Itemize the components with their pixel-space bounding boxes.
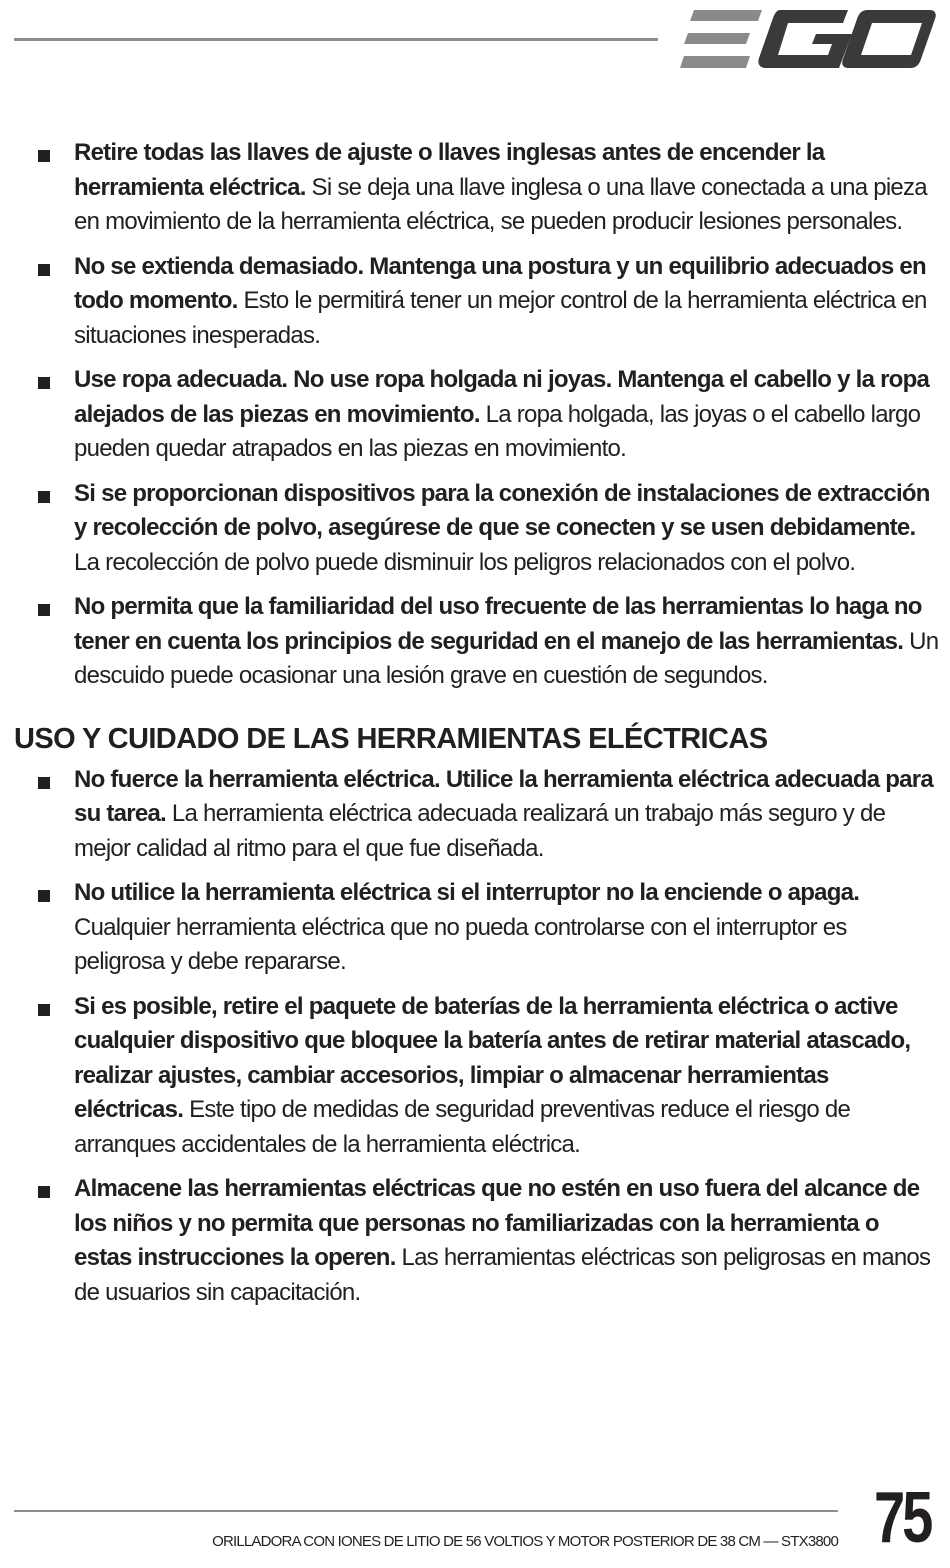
page-number: 75 bbox=[874, 1478, 931, 1558]
list-item bbox=[0, 136, 950, 240]
square-bullet-icon bbox=[38, 604, 50, 616]
item-body: La recolección de polvo puede disminuir los peligros relacionados con el polvo. bbox=[74, 548, 856, 576]
item-lead: Almacene las herramientas eléctricas que no estén en uso fuera del alcance de los niños y no permita que personas no familiarizadas con la herramienta o estas instrucciones la operen. bbox=[74, 1175, 920, 1271]
logo-letter-g bbox=[758, 10, 852, 68]
safety-list-tool-use bbox=[0, 763, 950, 1311]
list-item bbox=[0, 1172, 950, 1310]
item-lead: Retire todas las llaves de ajuste o llaves inglesas antes de encender la herramienta eléctrica. bbox=[74, 139, 825, 201]
list-item bbox=[0, 763, 950, 867]
list-item bbox=[0, 590, 950, 694]
item-lead: Use ropa adecuada. No use ropa holgada ni joyas. Mantenga el cabello y la ropa alejados de las piezas en movimiento. bbox=[74, 366, 930, 428]
square-bullet-icon bbox=[38, 491, 50, 503]
item-lead: No fuerce la herramienta eléctrica. Utilice la herramienta eléctrica adecuada para su tarea. bbox=[74, 765, 933, 827]
item-body: La herramienta eléctrica adecuada realizará un trabajo más seguro y de mejor calidad al ritmo para el que fue diseñada. bbox=[74, 800, 886, 862]
ego-logo bbox=[680, 10, 936, 68]
item-body: Este tipo de medidas de seguridad preventivas reduce el riesgo de arranques accidentales de la herramienta eléctrica. bbox=[74, 1096, 851, 1158]
list-item bbox=[0, 990, 950, 1163]
item-body: Esto le permitirá tener un mejor control de la herramienta eléctrica en situaciones inesperadas. bbox=[74, 287, 927, 349]
item-body: Las herramientas eléctricas son peligrosas en manos de usuarios sin capacitación. bbox=[74, 1244, 931, 1306]
item-lead: No utilice la herramienta eléctrica si el interruptor no la enciende o apaga. bbox=[74, 879, 860, 906]
item-lead: Si se proporcionan dispositivos para la conexión de instalaciones de extracción y recolección de polvo, asegúrese de que se conecten y se usen debidamente. bbox=[74, 479, 930, 541]
item-body: Cualquier herramienta eléctrica que no pueda controlarse con el interruptor es peligrosa y debe repararse. bbox=[74, 913, 847, 975]
footer-product-title: ORILLADORA CON IONES DE LITIO DE 56 VOLTIOS Y MOTOR POSTERIOR DE 38 CM — STX3800 bbox=[212, 1533, 838, 1550]
list-item bbox=[0, 876, 950, 980]
section-heading: USO Y CUIDADO DE LAS HERRAMIENTAS ELÉCTRICAS bbox=[14, 722, 768, 755]
square-bullet-icon bbox=[38, 1186, 50, 1198]
square-bullet-icon bbox=[38, 1004, 50, 1016]
item-body: La ropa holgada, las joyas o el cabello largo pueden quedar atrapados en las piezas en movimiento. bbox=[74, 400, 921, 462]
safety-list-personal bbox=[0, 136, 950, 694]
logo-letter-e bbox=[680, 10, 762, 68]
list-item bbox=[0, 363, 950, 467]
square-bullet-icon bbox=[38, 264, 50, 276]
square-bullet-icon bbox=[38, 777, 50, 789]
item-lead: No se extienda demasiado. Mantenga una postura y un equilibrio adecuados en todo momento. bbox=[74, 252, 926, 314]
footer-rule bbox=[14, 1510, 838, 1512]
square-bullet-icon bbox=[38, 150, 50, 162]
square-bullet-icon bbox=[38, 377, 50, 389]
header-rule bbox=[14, 38, 658, 41]
list-item bbox=[0, 477, 950, 581]
list-item bbox=[0, 250, 950, 354]
item-lead: Si es posible, retire el paquete de baterías de la herramienta eléctrica o active cualquier dispositivo que bloquee la batería antes de retirar material atascado, realizar ajustes, cambiar accesorios, limpiar o almacenar herramientas eléctricas. bbox=[74, 992, 911, 1123]
item-lead: No permita que la familiaridad del uso frecuente de las herramientas lo haga no tener en cuenta los principios de seguridad en el manejo de las herramientas. bbox=[74, 593, 922, 655]
item-body: Si se deja una llave inglesa o una llave conectada a una pieza en movimiento de la herramienta eléctrica, se pueden producir lesiones personales. bbox=[74, 173, 927, 235]
page-content bbox=[0, 136, 950, 1320]
square-bullet-icon bbox=[38, 890, 50, 902]
item-body: Un descuido puede ocasionar una lesión grave en cuestión de segundos. bbox=[74, 627, 939, 689]
logo-letter-o bbox=[842, 10, 936, 68]
